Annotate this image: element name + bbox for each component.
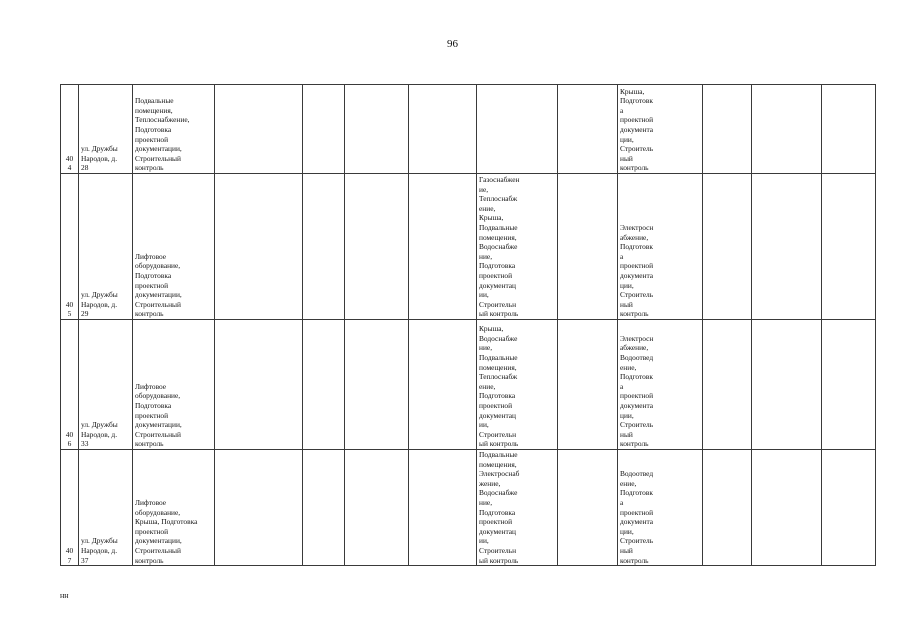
empty-cell [703, 85, 752, 174]
address-cell: ул. Дружбы Народов, д. 33 [79, 320, 133, 450]
empty-cell [558, 320, 618, 450]
works-cell: Лифтовое оборудование, Подготовка проектной документации, Строительный контроль [133, 320, 215, 450]
works-cell: Лифтовое оборудование, Подготовка проектной документации, Строительный контроль [133, 174, 215, 320]
empty-cell [703, 450, 752, 566]
works-cell: Подвальные помещения, Теплоснабжение, Подготовка проектной документации, Строительный контроль [133, 85, 215, 174]
row-number: 40 5 [61, 174, 79, 320]
address-cell: ул. Дружбы Народов, д. 29 [79, 174, 133, 320]
empty-cell [703, 174, 752, 320]
empty-cell [822, 320, 876, 450]
empty-cell [822, 450, 876, 566]
table-row [61, 85, 876, 174]
empty-cell [345, 450, 409, 566]
works-cell-period-5: Крыша, Подготовк а проектной документа ции, Строитель ный контроль [618, 85, 703, 174]
works-cell: Лифтовое оборудование, Крыша, Подготовка проектной документации, Строительный контроль [133, 450, 215, 566]
empty-cell [303, 85, 345, 174]
works-cell-period-5: Водоотвед ение, Подготовк а проектной документа ции, Строитель ный контроль [618, 450, 703, 566]
works-cell-period-3: Газоснабжен ие, Теплоснабж ение, Крыша, Подвальные помещения, Водоснабже ние, Подготовка проектной документац ии, Строительн ый контроль [477, 174, 558, 320]
empty-cell [345, 174, 409, 320]
empty-cell [345, 320, 409, 450]
table-row [61, 320, 876, 450]
works-cell-period-3: Подвальные помещения, Электроснаб жение, Водоснабже ние, Подготовка проектной документац ии, Строительн ый контроль [477, 450, 558, 566]
empty-cell [215, 450, 303, 566]
empty-cell [303, 174, 345, 320]
empty-cell [215, 85, 303, 174]
empty-cell [822, 174, 876, 320]
row-number: 40 6 [61, 320, 79, 450]
footer-mark: нн [60, 591, 69, 600]
empty-cell [409, 320, 477, 450]
table-row [61, 174, 876, 320]
empty-cell [409, 450, 477, 566]
works-cell-period-3: Крыша, Водоснабже ние, Подвальные помещения, Теплоснабж ение, Подготовка проектной документац ии, Строительн ый контроль [477, 320, 558, 450]
row-number: 40 4 [61, 85, 79, 174]
empty-cell [345, 85, 409, 174]
row-number: 40 7 [61, 450, 79, 566]
empty-cell [703, 320, 752, 450]
empty-cell [558, 174, 618, 320]
page-number: 96 [447, 38, 458, 50]
empty-cell [822, 85, 876, 174]
empty-cell [752, 174, 822, 320]
empty-cell [558, 85, 618, 174]
table-row [61, 450, 876, 566]
empty-cell [752, 450, 822, 566]
works-cell-period-3 [477, 85, 558, 174]
address-cell: ул. Дружбы Народов, д. 28 [79, 85, 133, 174]
empty-cell [215, 174, 303, 320]
empty-cell [752, 320, 822, 450]
address-cell: ул. Дружбы Народов, д. 37 [79, 450, 133, 566]
empty-cell [215, 320, 303, 450]
empty-cell [558, 450, 618, 566]
empty-cell [303, 320, 345, 450]
repair-schedule-table [60, 84, 876, 566]
works-cell-period-5: Электросн абжение, Водоотвед ение, Подготовк а проектной документа ции, Строитель ный контроль [618, 320, 703, 450]
empty-cell [303, 450, 345, 566]
empty-cell [752, 85, 822, 174]
empty-cell [409, 174, 477, 320]
works-cell-period-5: Электросн абжение, Подготовк а проектной документа ции, Строитель ный контроль [618, 174, 703, 320]
empty-cell [409, 85, 477, 174]
